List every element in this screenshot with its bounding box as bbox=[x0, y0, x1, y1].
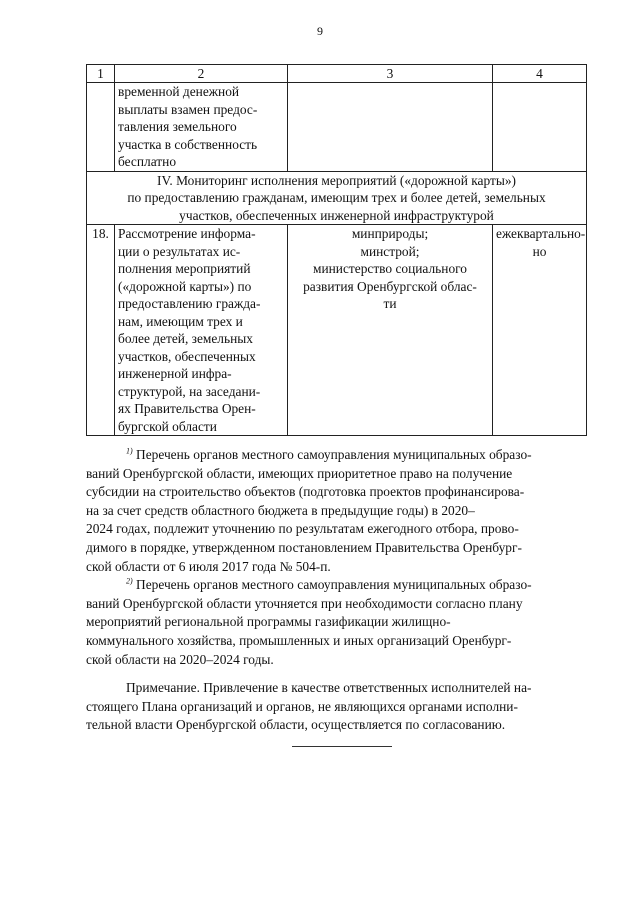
footnote-1 bbox=[86, 446, 592, 576]
column-header-3: 3 bbox=[288, 65, 493, 83]
page-number: 9 bbox=[317, 24, 323, 38]
footnotes bbox=[86, 446, 592, 735]
table-row-continuation bbox=[87, 83, 587, 172]
column-header-2: 2 bbox=[115, 65, 288, 83]
footnote-2-marker: 2) bbox=[126, 576, 133, 586]
footnote-2-text: Перечень органов местного самоуправления муниципальных образо- ваний Оренбургской области уточняется при необходимости согласно плану мероприятий региональной программы газификации жилищно- коммунального хозяйства, промышленных и иных организаций Оренбург- ской области на 2020–2024 годы. bbox=[86, 577, 532, 667]
note bbox=[86, 679, 592, 735]
section-heading-row bbox=[87, 171, 587, 225]
plan-table bbox=[86, 64, 587, 436]
footnote-1-text: Перечень органов местного самоуправления муниципальных образо- ваний Оренбургской области, имеющих приоритетное право на получение субсидии на строительство объектов (подготовка проектов профинансирова- на за счет средств областного бюджета в предыдущие годы) в 2020– 2024 годах, подлежит уточнению по результатам ежегодного отбора, прово- димого в порядке, утвержденном постановлением Правительства Оренбург- ской области от 6 июля 2017 года № 504-п. bbox=[86, 447, 532, 574]
row-number: 18. bbox=[87, 225, 115, 436]
row-deadline: ежеквартально- но bbox=[493, 225, 587, 436]
row-activity: Рассмотрение информа- ции о результатах ис- полнения мероприятий («дорожной карты») по предоставлению гражда- нам, имеющим трех и более детей, земельных участков, обеспеченных инженерной инфра- структурой, на заседани- ях Правительства Орен- бургской области bbox=[115, 225, 288, 436]
continuation-number-cell bbox=[87, 83, 115, 172]
footnote-1-marker: 1) bbox=[126, 446, 133, 456]
separator-line bbox=[292, 746, 392, 747]
continuation-responsible-cell bbox=[288, 83, 493, 172]
note-text: Примечание. Привлечение в качестве ответственных исполнителей на- стоящего Плана организаций и органов, не являющихся органами исполни- тельной власти Оренбургской области, осуществляется по согласованию. bbox=[86, 680, 532, 733]
table-row-18 bbox=[87, 225, 587, 436]
continuation-deadline-cell bbox=[493, 83, 587, 172]
column-header-4: 4 bbox=[493, 65, 587, 83]
section-heading: IV. Мониторинг исполнения мероприятий («дорожной карты») по предоставлению гражданам, имеющим трех и более детей, земельных участков, обеспеченных инженерной инфраструктурой bbox=[87, 171, 587, 225]
footnote-2 bbox=[86, 576, 592, 669]
table-header-row bbox=[87, 65, 587, 83]
continuation-activity-cell: временной денежной выплаты взамен предос- тавления земельного участка в собственность бесплатно bbox=[115, 83, 288, 172]
column-header-1: 1 bbox=[87, 65, 115, 83]
row-responsible: минприроды; минстрой; министерство социального развития Оренбургской облас- ти bbox=[288, 225, 493, 436]
